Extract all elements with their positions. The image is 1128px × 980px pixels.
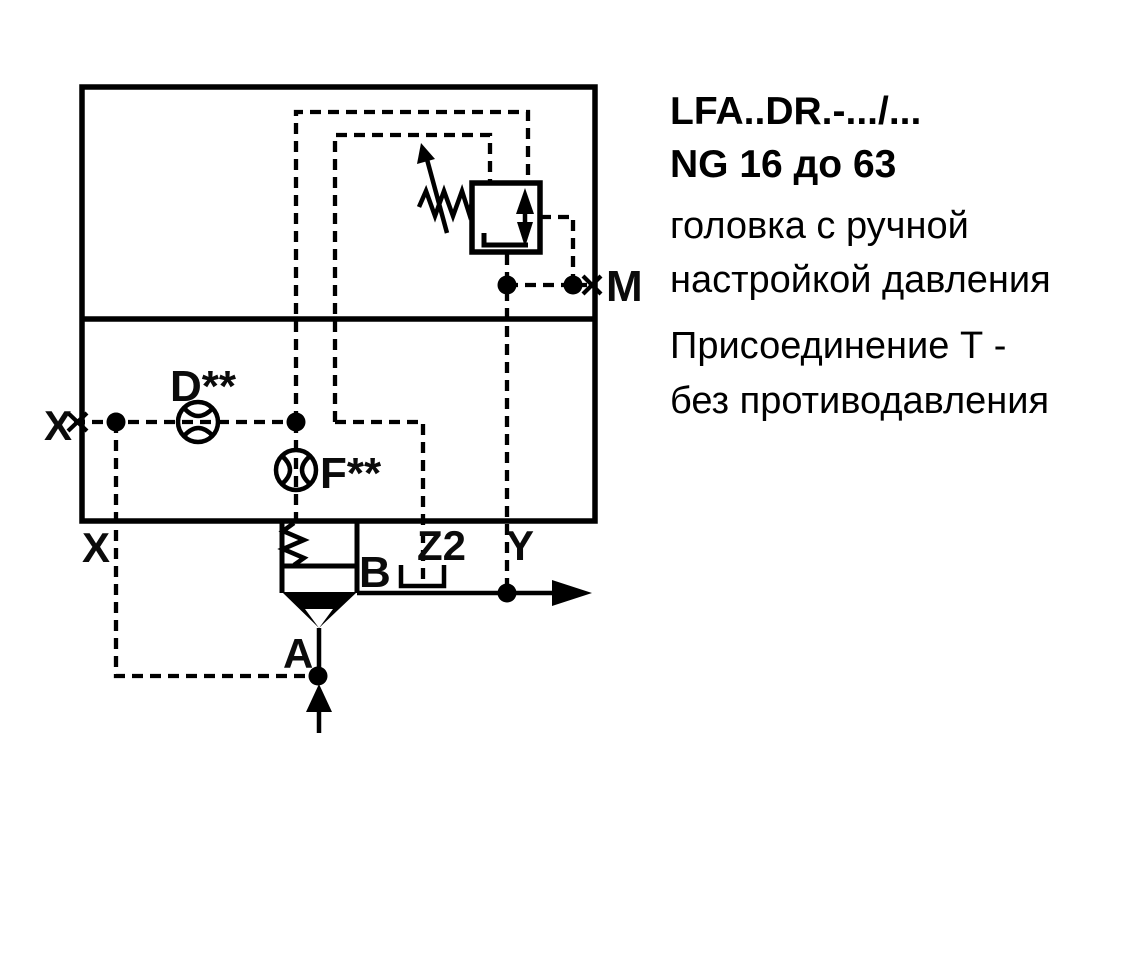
label-port-z2: Z2: [417, 522, 467, 569]
subtitle-line-2: настройкой давления: [670, 259, 1051, 301]
label-port-y: Y: [506, 522, 535, 569]
label-port-m: M: [606, 262, 643, 311]
relief-outlet-line: [540, 217, 573, 283]
label-orifice-f: F**: [320, 449, 382, 498]
subtitle-line-1: головка с ручной: [670, 205, 969, 247]
inner-pilot-line: [335, 135, 490, 422]
orifice-f-left-arc: [282, 456, 290, 484]
label-port-x-bottom: X: [82, 524, 111, 571]
junction-dot: [498, 584, 517, 603]
orifice-d-bottom-arc: [184, 428, 213, 436]
label-port-x-left: X: [44, 402, 73, 449]
adjustment-arrowhead-icon: [417, 143, 435, 164]
note-line-1: Присоединение Т -: [670, 325, 1007, 367]
model-code-line: LFA..DR.-.../...: [670, 90, 922, 133]
nominal-size-line: NG 16 до 63: [670, 143, 897, 186]
junction-dot: [287, 413, 306, 432]
b-flow-arrowhead-icon: [552, 580, 592, 606]
junction-dot: [498, 276, 517, 295]
outer-pilot-line: [296, 112, 528, 422]
a-flow-arrowhead-icon: [306, 684, 332, 712]
relief-spring-icon: [419, 191, 472, 216]
label-port-b: B: [359, 548, 391, 597]
orifice-f-right-arc: [302, 456, 310, 484]
plugged-port-crosses: [68, 276, 601, 431]
note-line-2: без противодавления: [670, 380, 1050, 422]
junction-dot: [107, 413, 126, 432]
junction-dot: [564, 276, 583, 295]
poppet-spring-icon: [283, 523, 304, 565]
label-port-a: A: [283, 630, 314, 677]
label-orifice-d: D**: [170, 362, 237, 411]
pilot-relief-valve: [417, 143, 540, 252]
